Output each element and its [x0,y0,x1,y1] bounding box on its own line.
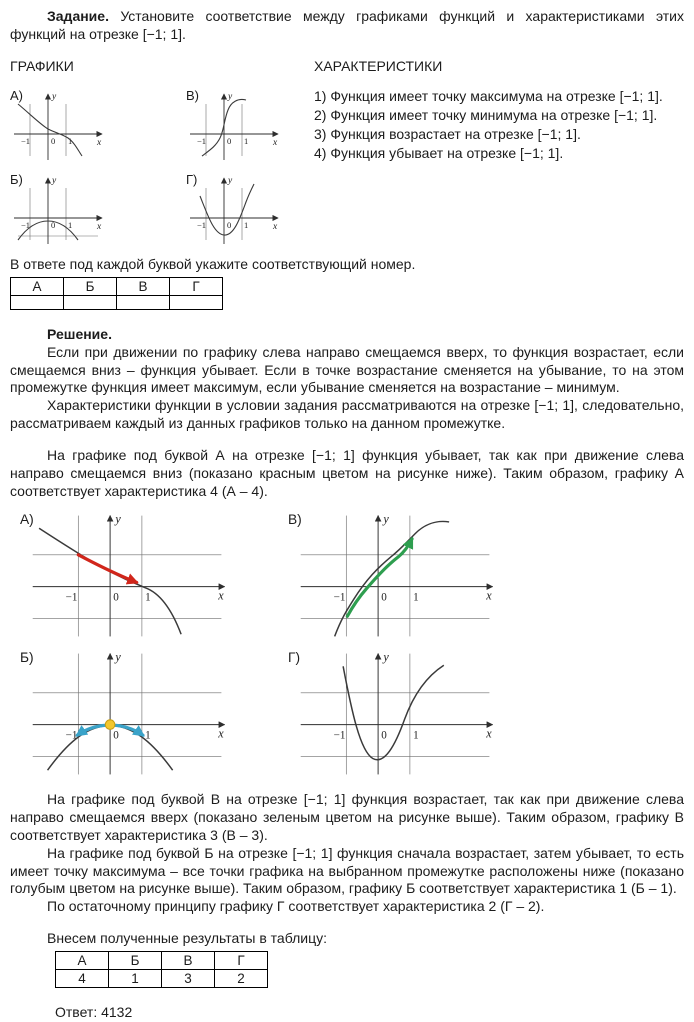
y-axis-label: y [383,649,389,664]
x-axis-label: x [97,137,102,148]
solution-paragraph-5: На графике под буквой Б на отрезке [−1; 1] функция сначала возрастает, затем убывает, то есть имеет точку максимума – все точки графика на выбранном промежутке расположены ниже (показано голубым цветом на рисунке выше). Таким образом, графику Б соответствует характеристика 1 (Б – 1). [10,844,684,897]
graph-v-small [186,88,310,168]
task-paragraph [10,8,684,44]
tick-one: 1 [413,729,419,742]
final-answer: Ответ: 4132 [55,1004,133,1021]
x-axis-label: x [97,221,102,232]
x-axis-label: x [486,588,492,603]
y-axis-label: y [52,175,57,186]
graph-a-big [20,507,288,645]
answer-table-cell [117,295,170,309]
solution-label: Решение. [47,325,112,342]
graph-a-letter: А) [20,511,34,527]
tick-zero: 0 [113,591,119,604]
task-text: Установите соответствие между графиками функций и характеристиками этих функций на отрезке [−1; 1]. [10,8,685,42]
decreasing-highlight-red [78,555,136,583]
results-table-cell: 3 [162,970,215,988]
graph-b-big-svg [20,645,232,783]
y-axis-label: y [52,91,57,102]
results-table [55,951,268,988]
solution-paragraph-1: Если при движении по графику слева направо смещаемся вверх, то функция возрастает, если смещаемся вниз – функция убывает. Если в точке возрастание сменяется на убывание, то на этом промежутке функция имеет максимум, если убывание сменяется на возрастание – минимум. [10,343,684,396]
results-table-cell: 1 [109,970,162,988]
answer-table-cell [170,295,223,309]
tick-minus-one: −1 [333,591,346,604]
solution-paragraph-4: На графике под буквой В на отрезке [−1; 1] функция возрастает, так как при движение слева направо смещаемся вверх (показано зеленым цветом на рисунке выше). Таким образом, графику В соответствует характеристика 3 (В – 3). [10,790,684,843]
function-curve [335,521,449,636]
solution-paragraph-3: На графике под буквой А на отрезке [−1; 1] функция убывает, так как при движение слева направо смещаемся вниз (показано красным цветом на рисунке ниже). Таким образом, графику А соответствует характеристика 4 (А – 4). [10,447,684,499]
x-axis-label: x [218,588,224,603]
graph-a-big-svg [20,507,232,645]
results-table-value-row [56,970,268,988]
answer-table-header-row [11,277,223,295]
graph-g-big-svg [288,645,500,783]
increasing-highlight-green [347,539,412,616]
task-label: Задание. [47,8,109,24]
maximum-point-marker [105,720,115,730]
answer-table-value-row [11,295,223,309]
graph-v-big [288,507,684,645]
graph-g-letter: Г) [288,649,301,665]
y-axis-label: y [383,511,389,526]
tick-one: 1 [68,135,73,146]
answer-instruction: В ответе под каждой буквой укажите соответствующий номер. [10,255,416,272]
tick-one: 1 [244,135,249,146]
tick-one: 1 [244,219,249,230]
graph-v-letter: В) [288,511,302,527]
tick-minus-one: −1 [65,729,78,742]
graph-g-small-svg [186,172,286,252]
graph-b-letter: Б) [10,171,23,187]
tick-zero: 0 [227,219,232,230]
y-axis-label: y [228,175,233,186]
graph-b-big [20,645,288,783]
results-table-header: В [162,952,215,970]
tick-minus-one: −1 [197,135,207,146]
tick-minus-one: −1 [21,135,31,146]
graphs-header: ГРАФИКИ [10,57,74,74]
function-curve [18,104,82,156]
answer-table-header: Б [64,277,117,295]
characteristics-list [314,88,684,163]
tick-zero: 0 [381,729,387,742]
graph-v-small-svg [186,88,286,168]
tick-zero: 0 [381,591,387,604]
graph-v-letter: В) [186,87,199,103]
characteristic-item: 1) Функция имеет точку максимума на отрезке [−1; 1]. [314,87,663,104]
tick-minus-one: −1 [333,729,346,742]
x-axis-label: x [273,137,278,148]
answer-table-cell [64,295,117,309]
tick-zero: 0 [51,135,56,146]
answer-table-header: А [11,277,64,295]
results-table-header-row [56,952,268,970]
tick-zero: 0 [51,219,56,230]
graph-b-small [10,172,186,252]
tick-zero: 0 [113,729,119,742]
graph-b-small-svg [10,172,110,252]
tick-one: 1 [68,219,73,230]
solution-paragraph-2: Характеристики функции в условии задания рассматриваются на отрезке [−1; 1], следовательно, рассматриваем каждый из данных графиков только на данном промежутке. [10,397,684,432]
graphs-characteristics-section [10,58,684,252]
x-axis-label: x [486,726,492,741]
results-table-header: Б [109,952,162,970]
graph-b-letter: Б) [20,649,34,665]
tick-one: 1 [145,729,151,742]
characteristic-item: 3) Функция возрастает на отрезке [−1; 1]. [314,125,581,142]
tick-minus-one: −1 [65,591,78,604]
graph-v-big-svg [288,507,500,645]
tick-one: 1 [145,591,151,604]
y-axis-label: y [115,649,121,664]
tick-one: 1 [413,591,419,604]
graph-a-small-svg [10,88,110,168]
graph-g-small [186,172,310,252]
results-table-cell: 2 [215,970,268,988]
solution-paragraph-6: По остаточному принципу графику Г соответствует характеристика 2 (Г – 2). [47,898,545,915]
characteristic-item: 4) Функция убывает на отрезке [−1; 1]. [314,144,564,161]
graph-g-letter: Г) [186,171,198,187]
results-table-cell: 4 [56,970,109,988]
answer-table-cell [11,295,64,309]
tick-zero: 0 [227,135,232,146]
small-graphs-grid [10,88,310,252]
y-axis-label: y [228,91,233,102]
y-axis-label: y [115,511,121,526]
results-table-header: А [56,952,109,970]
answer-table-header: В [117,277,170,295]
graphs-column [10,58,310,252]
x-axis-label: x [273,221,278,232]
answer-table-header: Г [170,277,223,295]
graph-g-big [288,645,684,783]
big-graphs-grid [10,507,684,783]
characteristics-column [310,58,684,252]
results-intro: Внесем полученные результаты в таблицу: [47,930,328,947]
characteristic-item: 2) Функция имеет точку минимума на отрезке [−1; 1]. [314,106,658,123]
answer-table [10,277,223,310]
graph-a-small [10,88,186,168]
tick-minus-one: −1 [21,219,31,230]
graph-a-letter: А) [10,87,23,103]
x-axis-label: x [218,726,224,741]
results-table-header: Г [215,952,268,970]
tick-minus-one: −1 [197,219,207,230]
function-curve [343,665,444,760]
characteristics-header: ХАРАКТЕРИСТИКИ [314,57,443,74]
